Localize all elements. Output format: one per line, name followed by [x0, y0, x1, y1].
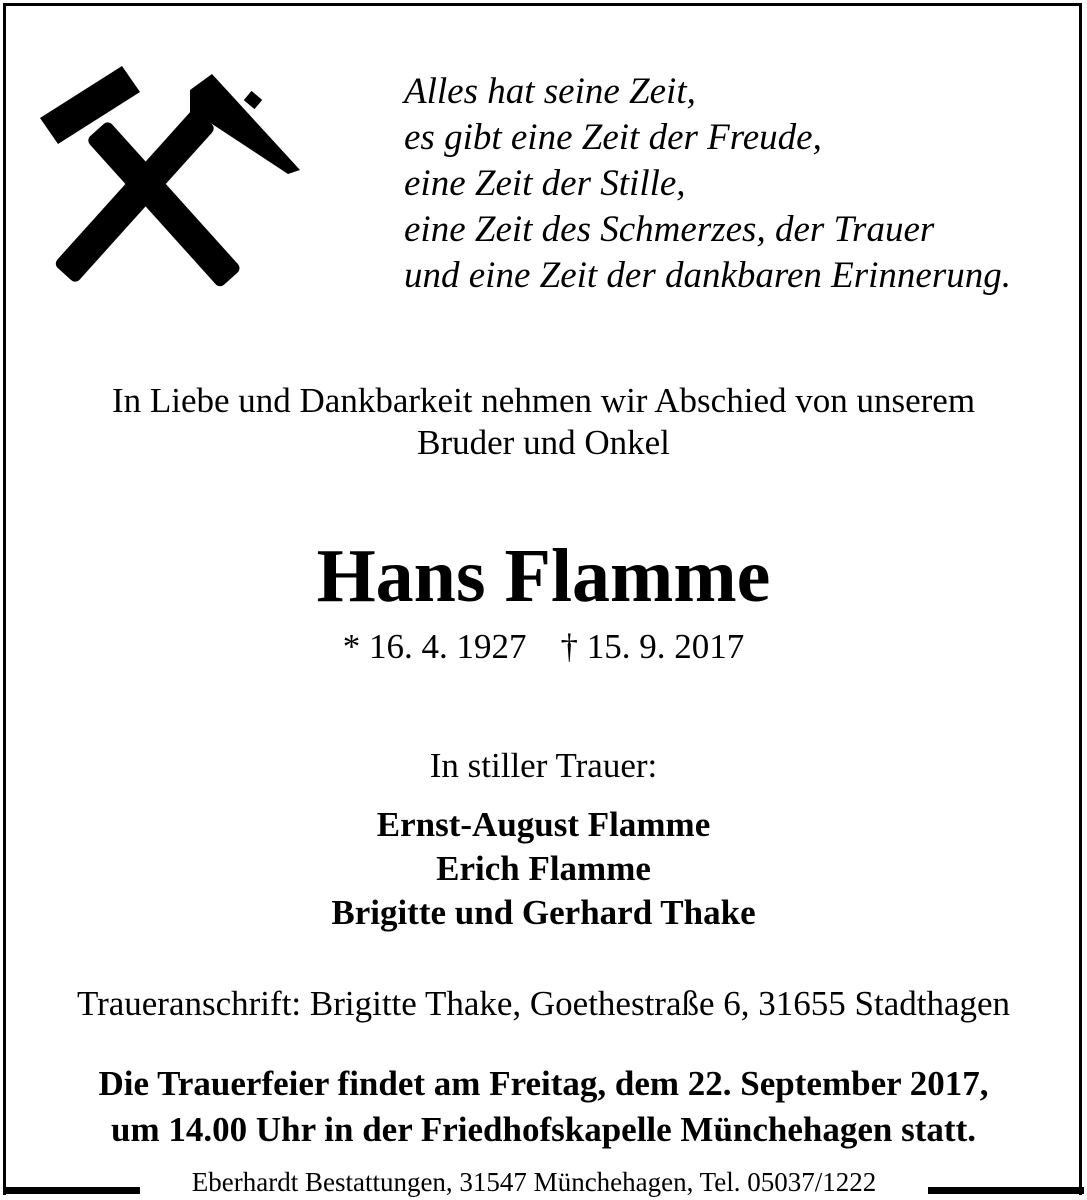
death-date: † 15. 9. 2017 — [560, 627, 745, 666]
ceremony-line: um 14.00 Uhr in der Friedhofskapelle Münchehagen statt. — [111, 1110, 976, 1149]
intro-line: In Liebe und Dankbarkeit nehmen wir Abschied von unserem — [111, 381, 976, 420]
funeral-home-footer: Eberhardt Bestattungen, 31547 Münchehagen, Tel. 05037/1222 — [140, 1165, 928, 1199]
intro-text — [0, 380, 1087, 464]
mourner-name: Ernst-August Flamme — [376, 805, 711, 844]
poem-line: und eine Zeit der dankbaren Erinnerung. — [404, 255, 1011, 296]
poem-line: Alles hat seine Zeit, — [404, 71, 696, 112]
poem-line: eine Zeit des Schmerzes, der Trauer — [404, 209, 935, 250]
footer-rule-right — [928, 1187, 1084, 1194]
mourners-list — [0, 803, 1087, 935]
ceremony-line: Die Trauerfeier findet am Freitag, dem 22. September 2017, — [98, 1064, 989, 1103]
poem-line: eine Zeit der Stille, — [404, 163, 686, 204]
deceased-name: Hans Flamme — [316, 534, 771, 618]
ceremony-notice — [0, 1061, 1087, 1153]
hammer-and-pick-icon — [40, 60, 310, 290]
mourning-label: In stiller Trauer: — [429, 746, 658, 785]
life-dates — [0, 626, 1087, 668]
poem — [404, 69, 1064, 299]
mourner-name: Brigitte und Gerhard Thake — [331, 893, 756, 932]
mourner-name: Erich Flamme — [436, 849, 651, 888]
mourning-address: Traueranschrift: Brigitte Thake, Goethestraße 6, 31655 Stadthagen — [76, 984, 1011, 1023]
footer-rule-left — [3, 1187, 140, 1194]
birth-date: * 16. 4. 1927 — [342, 627, 527, 666]
intro-line: Bruder und Onkel — [417, 423, 670, 462]
poem-line: es gibt eine Zeit der Freude, — [404, 117, 822, 158]
